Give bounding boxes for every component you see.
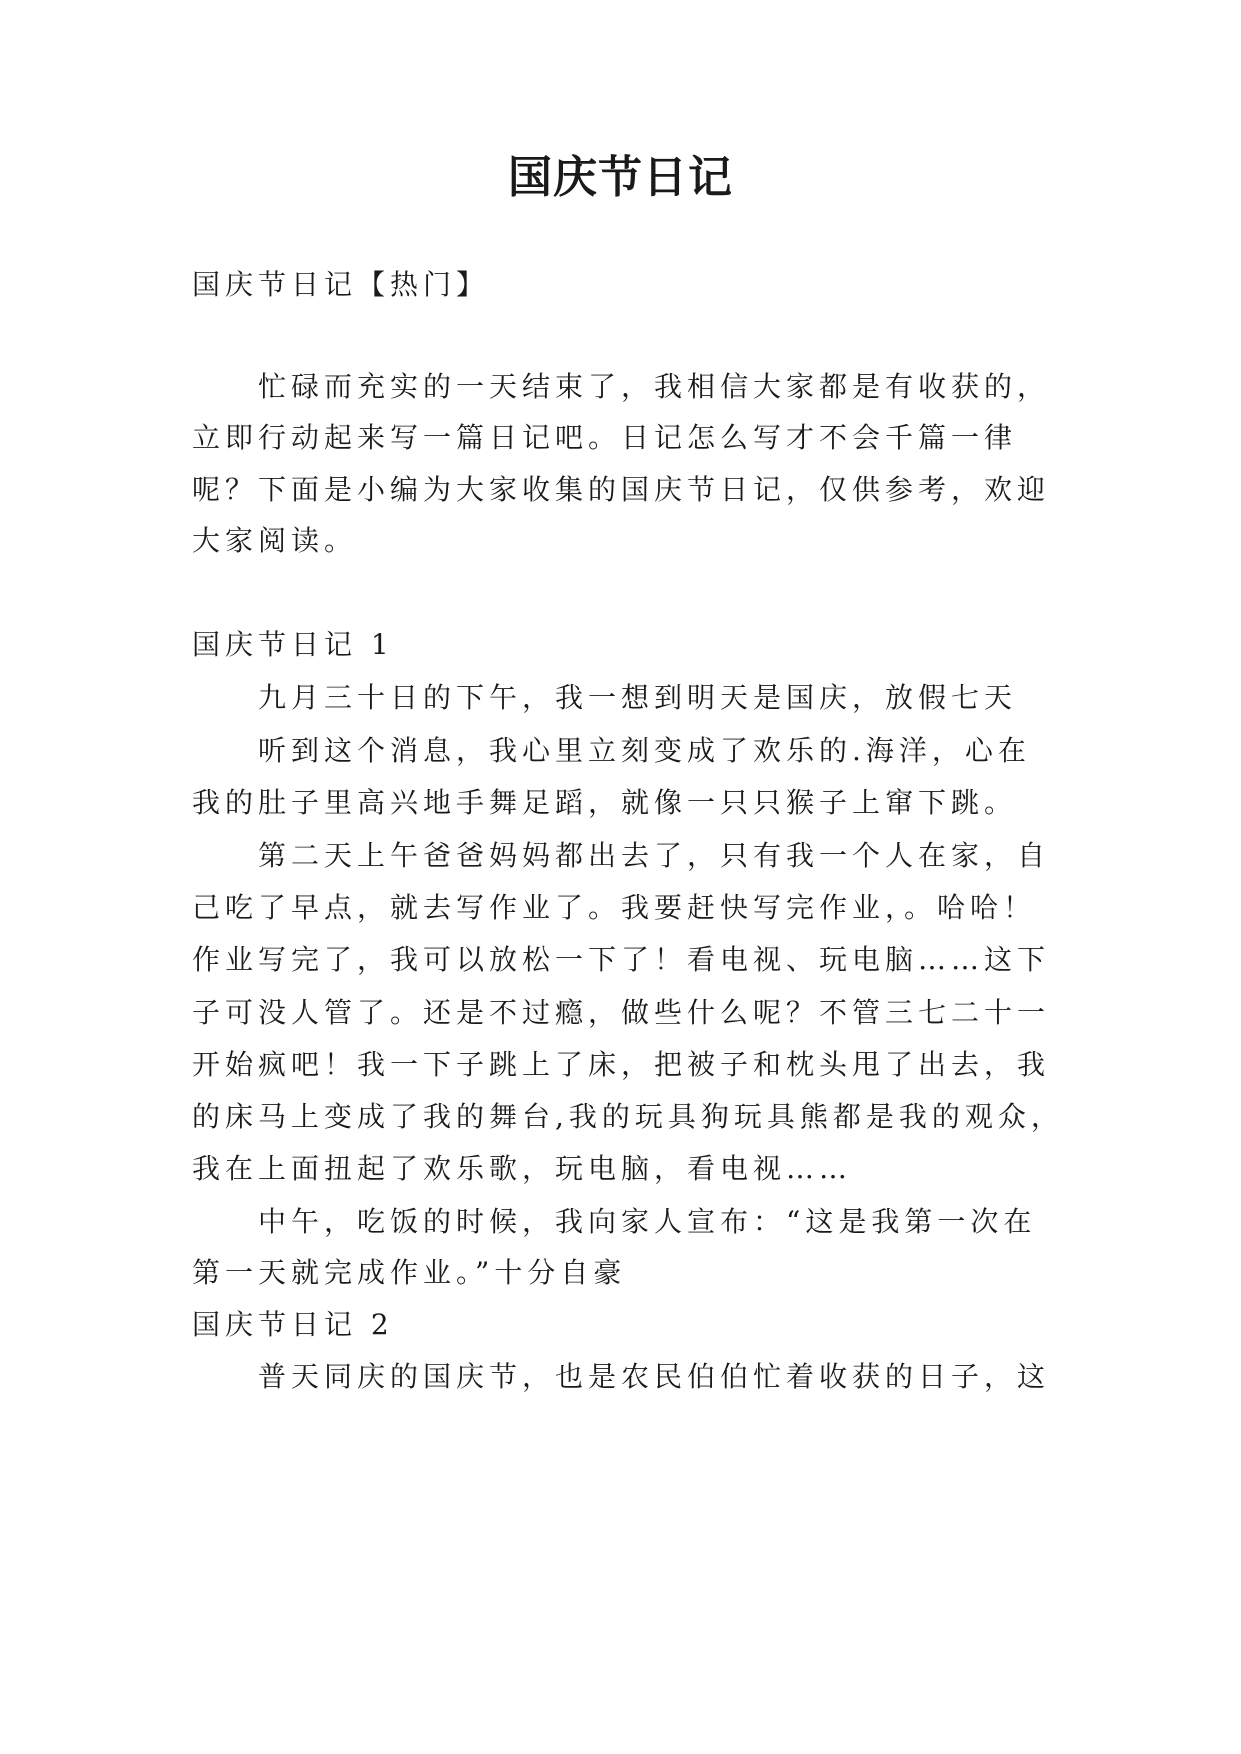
section-heading-1: 国庆节日记 1 (192, 628, 394, 661)
section1-line: 第一天就完成作业。”十分自豪 (192, 1256, 627, 1289)
section1-line: 第二天上午爸爸妈妈都出去了，只有我一个人在家，自 (258, 839, 1051, 872)
section2-line: 普天同庆的国庆节，也是农民伯伯忙着收获的日子，这 (258, 1360, 1051, 1393)
section1-line: 中午，吃饭的时候，我向家人宣布：“这是我第一次在 (258, 1205, 1037, 1238)
section1-line: 开始疯吧！我一下子跳上了床，把被子和枕头甩了出去，我 (192, 1048, 1051, 1081)
intro-line: 忙碌而充实的一天结束了，我相信大家都是有收获的， (258, 370, 1051, 403)
section1-line: 作业写完了，我可以放松一下了！看电视、玩电脑……这下 (192, 943, 1051, 976)
section1-line: 九月三十日的下午，我一想到明天是国庆，放假七天 (258, 681, 1018, 714)
section1-line: 子可没人管了。还是不过瘾，做些什么呢？不管三七二十一 (192, 996, 1051, 1029)
intro-line: 呢？下面是小编为大家收集的国庆节日记，仅供参考，欢迎 (192, 473, 1051, 506)
section1-line: 的床马上变成了我的舞台,我的玩具狗玩具熊都是我的观众， (192, 1100, 1064, 1133)
section1-line: 听到这个消息，我心里立刻变成了欢乐的.海洋，心在 (258, 734, 1031, 767)
intro-line: 立即行动起来写一篇日记吧。日记怎么写才不会千篇一律 (192, 421, 1018, 454)
subtitle: 国庆节日记【热门】 (192, 268, 490, 301)
page-title: 国庆节日记 (508, 152, 733, 203)
section1-line: 我的肚子里高兴地手舞足蹈，就像一只只猴子上窜下跳。 (192, 786, 1018, 819)
section1-line: 我在上面扭起了欢乐歌，玩电脑，看电视…… (192, 1152, 853, 1185)
intro-line: 大家阅读。 (192, 524, 358, 557)
section-heading-2: 国庆节日记 2 (192, 1308, 394, 1341)
section1-line: 己吃了早点，就去写作业了。我要赶快写完作业，。哈哈！ (192, 891, 1037, 924)
